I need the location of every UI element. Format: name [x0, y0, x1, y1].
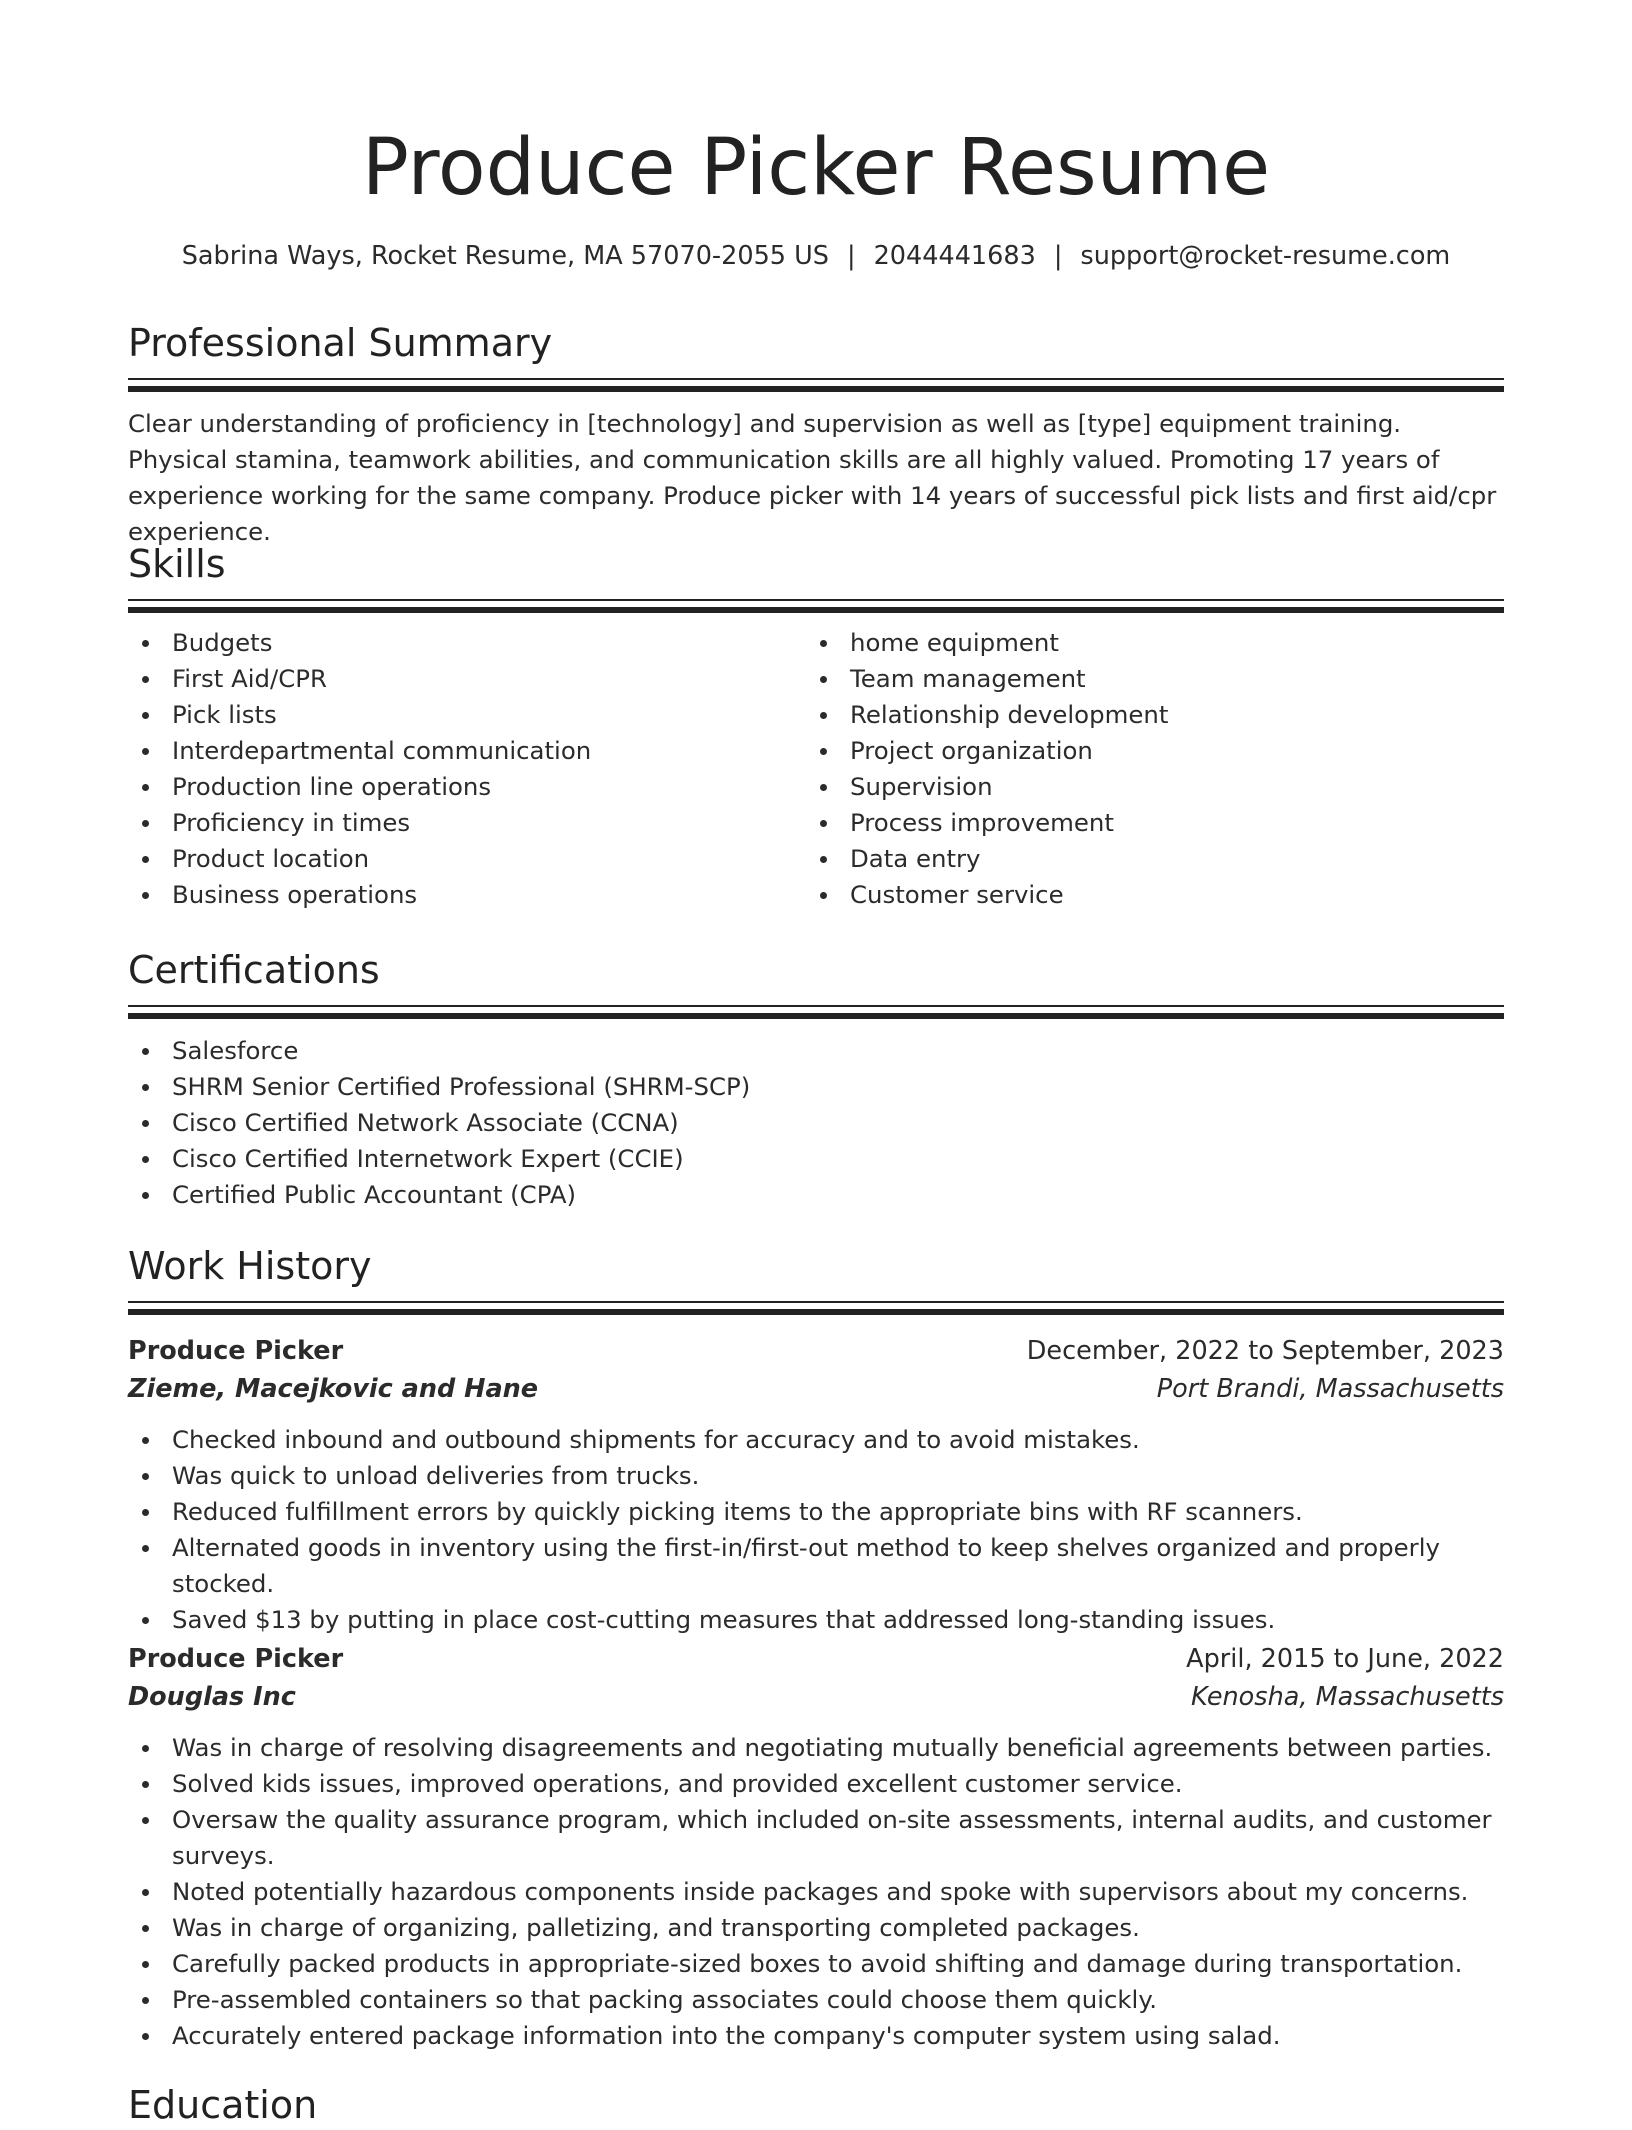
- job-header: [128, 1640, 1504, 1678]
- job-bullet: Accurately entered package information into the company's computer system using salad.: [128, 2018, 1504, 2054]
- job-subheader: [128, 1370, 1504, 1408]
- skill-item: Relationship development: [806, 697, 1484, 733]
- job-bullet: Carefully packed products in appropriate-sized boxes to avoid shifting and damage during transportation.: [128, 1946, 1504, 1982]
- job-dates: April, 2015 to June, 2022: [1186, 1644, 1504, 1674]
- certification-item: Salesforce: [128, 1033, 1504, 1069]
- section-divider: [128, 1301, 1504, 1315]
- skills-list-left: [128, 625, 806, 913]
- section-heading-summary: Professional Summary: [128, 321, 553, 365]
- skill-item: Production line operations: [128, 769, 806, 805]
- job-bullet: Oversaw the quality assurance program, which included on-site assessments, internal audits, and customer surveys.: [128, 1802, 1504, 1874]
- job-bullet-list: [128, 1730, 1504, 2054]
- skill-item: Product location: [128, 841, 806, 877]
- contact-separator: |: [1053, 241, 1063, 271]
- contact-separator: |: [846, 241, 856, 271]
- certification-item: Cisco Certified Internetwork Expert (CCIE): [128, 1141, 1504, 1177]
- job-title: Produce Picker: [128, 1644, 344, 1674]
- job-bullet: Solved kids issues, improved operations, and provided excellent customer service.: [128, 1766, 1504, 1802]
- skill-item: Business operations: [128, 877, 806, 913]
- summary-section: [128, 318, 1504, 550]
- skill-item: Budgets: [128, 625, 806, 661]
- job-bullet: Reduced fulfillment errors by quickly picking items to the appropriate bins with RF scanners.: [128, 1494, 1504, 1530]
- section-divider: [128, 599, 1504, 613]
- job-bullet: Alternated goods in inventory using the first-in/first-out method to keep shelves organized and properly stocked.: [128, 1530, 1504, 1602]
- job-bullet: Pre-assembled containers so that packing associates could choose them quickly.: [128, 1982, 1504, 2018]
- job-bullet-list: [128, 1422, 1504, 1638]
- section-divider: [128, 1005, 1504, 1019]
- section-heading-certifications: Certifications: [128, 948, 380, 992]
- skill-item: Process improvement: [806, 805, 1484, 841]
- job-bullet: Was quick to unload deliveries from trucks.: [128, 1458, 1504, 1494]
- skills-section: [128, 539, 1504, 913]
- contact-email: support@rocket-resume.com: [1080, 241, 1451, 271]
- job-location: Kenosha, Massachusetts: [1191, 1682, 1504, 1712]
- section-heading-education: Education: [128, 2083, 318, 2127]
- certifications-section: [128, 945, 1504, 1213]
- job-location: Port Brandi, Massachusetts: [1156, 1374, 1504, 1404]
- job-dates: December, 2022 to September, 2023: [1026, 1336, 1504, 1366]
- skill-item: Data entry: [806, 841, 1484, 877]
- skills-list-right: [806, 625, 1484, 913]
- skill-item: Team management: [806, 661, 1484, 697]
- job-header: [128, 1332, 1504, 1370]
- section-heading-skills: Skills: [128, 542, 226, 586]
- skill-item: Proficiency in times: [128, 805, 806, 841]
- certification-item: SHRM Senior Certified Professional (SHRM-SCP): [128, 1069, 1504, 1105]
- section-divider: [128, 378, 1504, 392]
- job-entry: [128, 1640, 1504, 2054]
- job-bullet: Was in charge of resolving disagreements and negotiating mutually beneficial agreements between parties.: [128, 1730, 1504, 1766]
- skill-item: Project organization: [806, 733, 1484, 769]
- job-bullet: Was in charge of organizing, palletizing, and transporting completed packages.: [128, 1910, 1504, 1946]
- job-company: Douglas Inc: [128, 1682, 296, 1712]
- skill-item: Supervision: [806, 769, 1484, 805]
- skill-item: Pick lists: [128, 697, 806, 733]
- contact-address: Sabrina Ways, Rocket Resume, MA 57070-2055 US: [181, 241, 829, 271]
- certification-item: Cisco Certified Network Associate (CCNA): [128, 1105, 1504, 1141]
- section-heading-work-history: Work History: [128, 1244, 372, 1288]
- resume-title: Produce Picker Resume: [361, 123, 1271, 213]
- skill-item: First Aid/CPR: [128, 661, 806, 697]
- certifications-list: [128, 1033, 1504, 1213]
- contact-line: [128, 236, 1504, 276]
- summary-text: Clear understanding of proficiency in [technology] and supervision as well as [type] equipment training. Physical stamina, teamwork abilities, and communication skills are all highly valued. Promoting 17 years of experience working for the same company. Produce picker with 14 years of successful pick lists and first aid/cpr experience.: [128, 409, 1497, 546]
- job-bullet: Saved $13 by putting in place cost-cutting measures that addressed long-standing issues.: [128, 1602, 1504, 1638]
- education-section: [128, 2080, 1504, 2130]
- job-subheader: [128, 1678, 1504, 1716]
- certification-item: Certified Public Accountant (CPA): [128, 1177, 1504, 1213]
- job-title: Produce Picker: [128, 1336, 344, 1366]
- work-history-section: [128, 1241, 1504, 1315]
- job-bullet: Noted potentially hazardous components inside packages and spoke with supervisors about my concerns.: [128, 1874, 1504, 1910]
- contact-phone: 2044441683: [873, 241, 1036, 271]
- job-entry: [128, 1332, 1504, 1638]
- skill-item: home equipment: [806, 625, 1484, 661]
- skill-item: Interdepartmental communication: [128, 733, 806, 769]
- job-bullet: Checked inbound and outbound shipments for accuracy and to avoid mistakes.: [128, 1422, 1504, 1458]
- skill-item: Customer service: [806, 877, 1484, 913]
- job-company: Zieme, Macejkovic and Hane: [128, 1374, 539, 1404]
- skills-columns: [128, 625, 1504, 913]
